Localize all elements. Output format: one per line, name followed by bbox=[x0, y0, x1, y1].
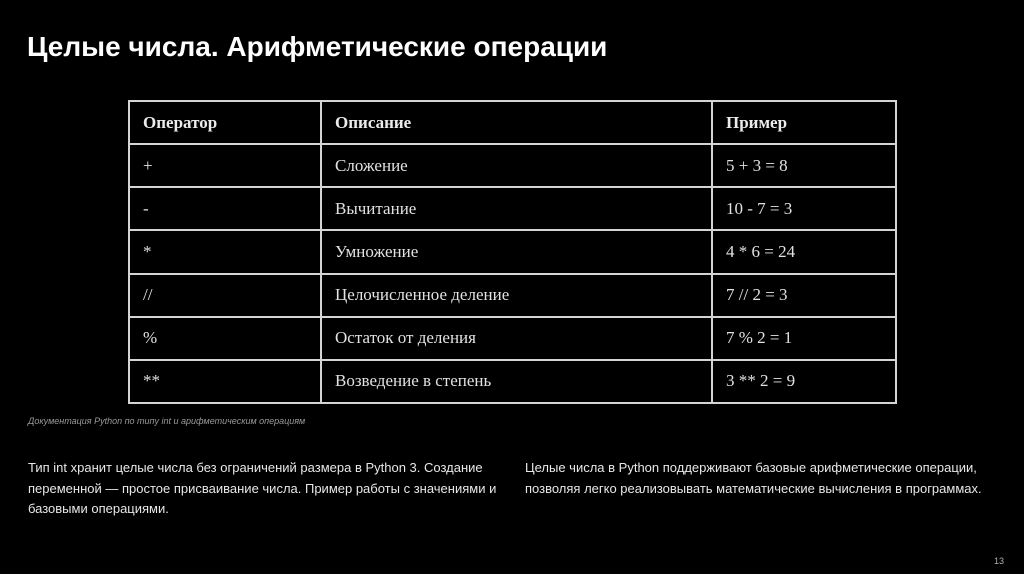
cell-example: 7 % 2 = 1 bbox=[712, 317, 896, 360]
cell-description: Вычитание bbox=[321, 187, 712, 230]
page-number: 13 bbox=[993, 556, 1004, 566]
cell-example: 5 + 3 = 8 bbox=[712, 144, 896, 187]
cell-example: 4 * 6 = 24 bbox=[712, 230, 896, 273]
paragraph-left: Тип int хранит целые числа без ограничений размера в Python 3. Создание переменной — простое присваивание числа. Пример работы с значениями и базовыми операциями. bbox=[28, 460, 497, 516]
cell-description: Возведение в степень bbox=[321, 360, 712, 403]
cell-example: 10 - 7 = 3 bbox=[712, 187, 896, 230]
cell-description: Остаток от деления bbox=[321, 317, 712, 360]
slide-title: Целые числа. Арифметические операции bbox=[27, 31, 608, 62]
cell-operator: * bbox=[129, 230, 321, 273]
cell-operator: - bbox=[129, 187, 321, 230]
paragraph-right: Целые числа в Python поддерживают базовые арифметические операции, позволяя легко реализовывать математические вычисления в программах. bbox=[525, 460, 982, 496]
cell-operator: // bbox=[129, 274, 321, 317]
cell-operator: ** bbox=[129, 360, 321, 403]
cell-example: 3 ** 2 = 9 bbox=[712, 360, 896, 403]
table-caption: Документация Python по типу int и арифметическим операциям bbox=[28, 416, 306, 426]
table-row bbox=[129, 230, 896, 273]
cell-description: Умножение bbox=[321, 230, 712, 273]
table-header-row bbox=[129, 101, 896, 144]
cell-example: 7 // 2 = 3 bbox=[712, 274, 896, 317]
cell-operator: + bbox=[129, 144, 321, 187]
operators-table bbox=[128, 100, 897, 404]
header-operator: Оператор bbox=[129, 101, 321, 144]
header-description: Описание bbox=[321, 101, 712, 144]
header-example: Пример bbox=[712, 101, 896, 144]
cell-operator: % bbox=[129, 317, 321, 360]
table-row bbox=[129, 317, 896, 360]
cell-description: Сложение bbox=[321, 144, 712, 187]
table-row bbox=[129, 360, 896, 403]
table-row bbox=[129, 187, 896, 230]
table-row bbox=[129, 274, 896, 317]
cell-description: Целочисленное деление bbox=[321, 274, 712, 317]
table-row bbox=[129, 144, 896, 187]
